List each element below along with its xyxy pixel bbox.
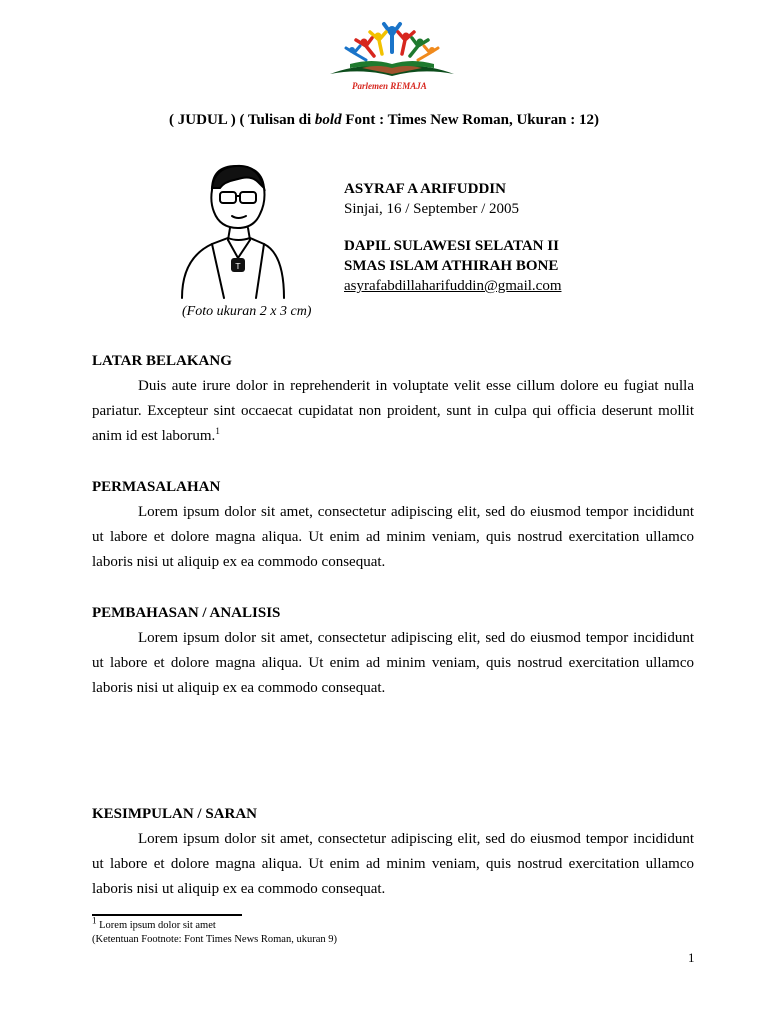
photo-caption: (Foto ukuran 2 x 3 cm)	[182, 304, 312, 319]
section-body-latar-belakang: Duis aute irure dolor in reprehenderit in voluptate velit esse cillum dolore eu fugiat nulla pariatur. Excepteur sint occaecat cupidatat non proident, sunt in culpa qui officia deserunt mollit anim id est laborum.$^1$	[92, 378, 694, 444]
email-link[interactable]: asyrafabdillaharifuddin@gmail.com	[344, 278, 562, 294]
footnote-reference[interactable]: 1	[215, 426, 220, 436]
svg-text:T: T	[235, 262, 241, 271]
birth-info: Sinjai, 16 / September / 2005	[344, 201, 519, 217]
parlemen-remaja-logo	[322, 18, 462, 102]
section-body-kesimpulan: Lorem ipsum dolor sit amet, consectetur adipiscing elit, sed do eiusmod tempor incididunt ut labore et dolore magna aliqua. Ut enim ad minim veniam, quis nostrud exercitation ullamco laboris nisi ut aliquip ex ea commodo consequat.	[92, 831, 694, 897]
person-cartoon-icon	[172, 158, 290, 300]
footnote-text: $^1$ Lorem ipsum dolor sit amet	[92, 915, 216, 931]
author-name: ASYRAF A ARIFUDDIN	[344, 181, 506, 197]
dapil: DAPIL SULAWESI SELATAN II	[344, 238, 559, 254]
section-heading-kesimpulan: KESIMPULAN / SARAN	[92, 806, 258, 822]
school-name: SMAS ISLAM ATHIRAH BONE	[344, 258, 559, 274]
section-heading-latar-belakang: LATAR BELAKANG	[92, 353, 232, 369]
title-bold-word: bold	[314, 112, 342, 128]
profile-photo	[172, 158, 290, 300]
document-title-instruction: ( JUDUL ) ( Tulisan di bold Font : Times New Roman, Ukuran : 12)	[169, 112, 599, 128]
page-number: 1	[688, 950, 695, 965]
section-body-pembahasan: Lorem ipsum dolor sit amet, consectetur adipiscing elit, sed do eiusmod tempor incididunt ut labore et dolore magna aliqua. Ut enim ad minim veniam, quis nostrud exercitation ullamco laboris nisi ut aliquip ex ea commodo consequat.	[92, 630, 694, 696]
section-heading-permasalahan: PERMASALAHAN	[92, 479, 221, 495]
section-body-permasalahan: Lorem ipsum dolor sit amet, consectetur adipiscing elit, sed do eiusmod tempor incididunt ut labore et dolore magna aliqua. Ut enim ad minim veniam, quis nostrud exercitation ullamco laboris nisi ut aliquip ex ea commodo consequat.	[92, 504, 694, 570]
footnote-separator	[92, 914, 242, 916]
logo-text: Parlemen REMAJA	[352, 81, 427, 91]
section-heading-pembahasan: PEMBAHASAN / ANALISIS	[92, 605, 281, 621]
footnote-note: (Ketentuan Footnote: Font Times News Roman, ukuran 9)	[92, 934, 337, 945]
